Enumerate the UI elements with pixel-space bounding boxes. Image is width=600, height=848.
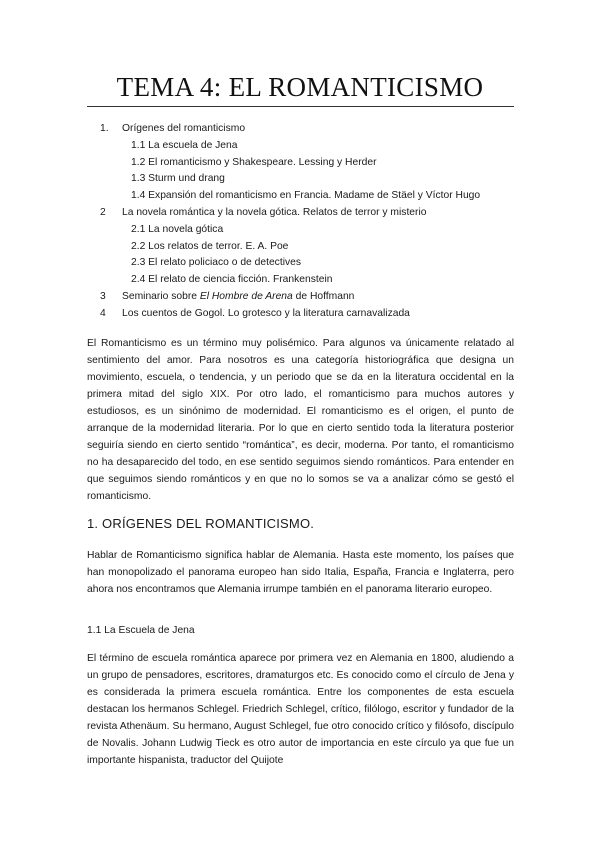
subsection-heading: 1.1 La Escuela de Jena (87, 625, 195, 636)
toc-text: 1.1 La escuela de Jena (131, 139, 238, 151)
toc-item (100, 205, 520, 222)
section-heading: 1. ORÍGENES DEL ROMANTICISMO. (87, 516, 315, 531)
toc-text: 1.3 Sturm und drang (131, 173, 225, 185)
toc-text: 2.3 El relato policiaco o de detectives (131, 257, 301, 269)
toc-number: 3 (100, 290, 106, 302)
toc-text: Los cuentos de Gogol. Lo grotesco y la literatura carnavalizada (122, 307, 410, 319)
toc-number: 2 (100, 206, 106, 218)
toc-item (100, 306, 520, 323)
toc-number: 1. (100, 123, 109, 134)
toc-subitem (100, 155, 520, 172)
table-of-contents (100, 121, 520, 323)
toc-text: 1.2 El romanticismo y Shakespeare. Lessing y Herder (131, 156, 377, 168)
toc-text: La novela romántica y la novela gótica. Relatos de terror y misterio (122, 206, 427, 218)
toc-text: 2.1 La novela gótica (131, 223, 224, 235)
toc-text: 1.4 Expansión del romanticismo en Francia. Madame de Stäel y Víctor Hugo (131, 190, 481, 202)
page-title: TEMA 4: EL ROMANTICISMO (116, 72, 484, 102)
toc-text: 2.2 Los relatos de terror. E. A. Poe (131, 240, 289, 252)
title-divider (87, 106, 514, 107)
toc-number: 4 (100, 307, 106, 319)
toc-text: 2.4 El relato de ciencia ficción. Frankenstein (131, 274, 333, 286)
toc-subitem (100, 138, 520, 155)
toc-item (100, 121, 520, 138)
intro-paragraph: El Romanticismo es un término muy polisémico. Para algunos va únicamente relatado al sentimiento del amor. Para nosotros es una categoría historiográfica que designa un movimiento, escuela, o tendencia, y un periodo que se da en la literatura occidental en la primera mitad del siglo XIX. Por otro lado, el romanticismo para muchos autores y estudiosos, es un sinónimo de modernidad. El romanticismo es el origen, el punto de arranque de la modernidad literaria. Por lo que en cierto sentido toda la literatura posterior seguiría siendo en cierto sentido “romántica”, es decir, moderna. Por tanto, el romanticismo no ha desaparecido del todo, en ese sentido seguimos siendo románticos. Para entender en que seguimos siendo románticos y en que no lo somos se va a analizar cómo se gestó el romanticismo. (87, 338, 514, 502)
toc-subitem (100, 171, 520, 188)
toc-subitem (100, 222, 520, 239)
toc-subitem (100, 255, 520, 272)
section-paragraph: Hablar de Romanticismo significa hablar de Alemania. Hasta este momento, los países que han monopolizado el panorama europeo han sido Italia, España, Francia e Inglaterra, pero ahora nos encontramos que Alemania irrumpe también en el panorama literario europeo. (87, 550, 514, 595)
toc-subitem (100, 239, 520, 256)
toc-italic-title: El Hombre de Arena (199, 290, 293, 302)
toc-text: Orígenes del romanticismo (122, 123, 246, 134)
toc-item (100, 289, 520, 306)
subsection-paragraph: El término de escuela romántica aparece por primera vez en Alemania en 1800, aludiendo a un grupo de pensadores, escritores, dramaturgos etc. Es conocido como el círculo de Jena y es considerada la primera escuela romántica. Entre los componentes de esta escuela destacan los hermanos Schlegel. Friedrich Schlegel, crítico, filólogo, escritor y fundador de la revista Athenäum. Su hermano, August Schlegel, fue otro conocido crítico y filósofo, discípulo de Novalis. Johann Ludwig Tieck es otro autor de importancia en este círculo ya que fue un importante hispanista, traductor del Quijote (87, 653, 514, 766)
toc-text: Seminario sobre El Hombre de Arena de Hoffmann (122, 290, 355, 302)
toc-subitem (100, 188, 520, 205)
toc-subitem (100, 272, 520, 289)
